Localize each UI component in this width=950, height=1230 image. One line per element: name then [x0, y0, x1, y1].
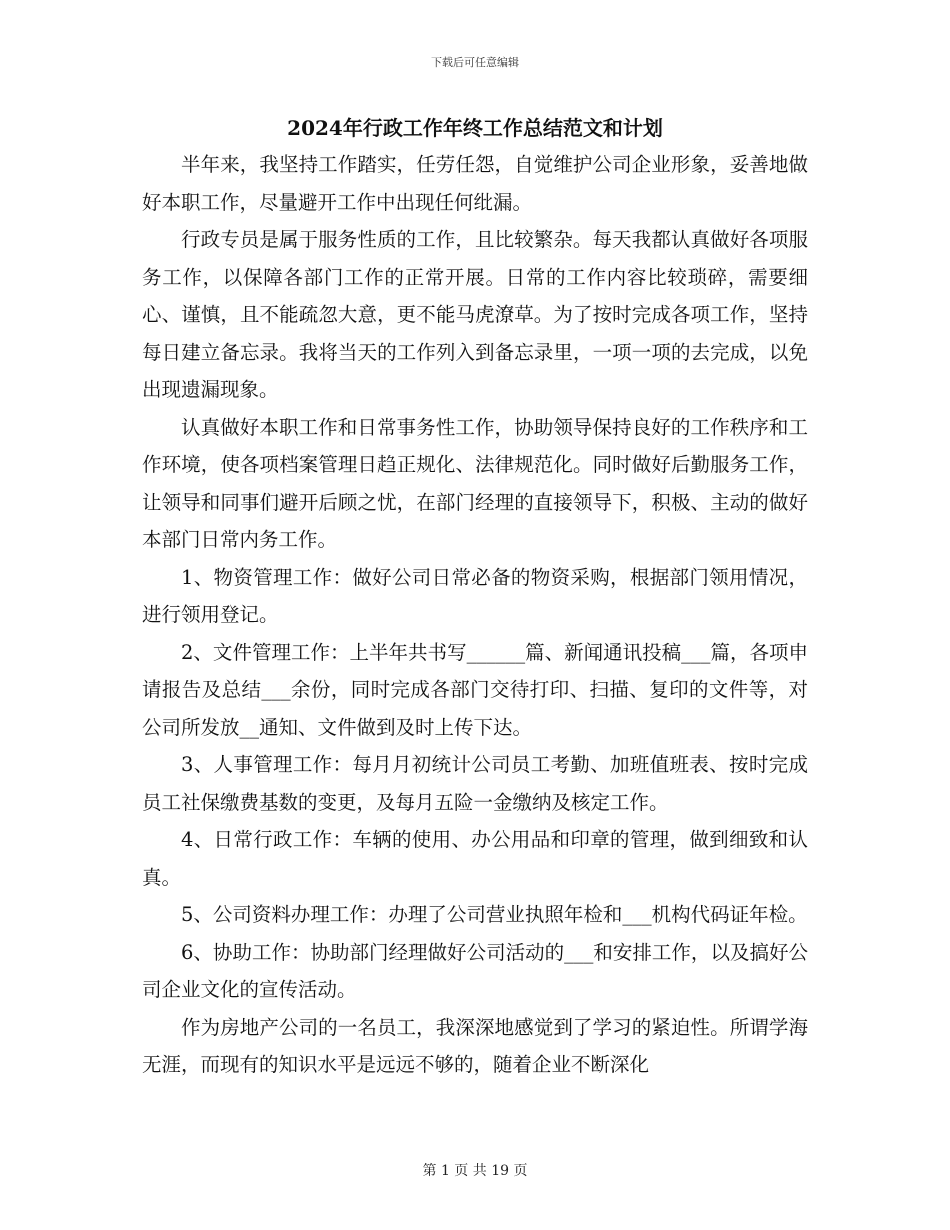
list-item-paragraph: 6、协助工作：协助部门经理做好公司活动的___和安排工作，以及搞好公司企业文化的宣传活动。 [142, 940, 808, 1001]
list-item-paragraph: 5、公司资料办理工作：办理了公司营业执照年检和___机构代码证年检。 [181, 903, 808, 926]
document-body [142, 146, 808, 1084]
page-footer: 第 1 页 共 19 页 [422, 1163, 528, 1179]
paragraph: 认真做好本职工作和日常事务性工作，协助领导保持良好的工作秩序和工作环境，使各项档案管理日趋正规化、法律规范化。同时做好后勤服务工作，让领导和同事们避开后顾之忧，在部门经理的直接领导下，积极、主动的做好本部门日常内务工作。 [142, 415, 808, 551]
list-item-paragraph: 3、人事管理工作：每月月初统计公司员工考勤、加班值班表、按时完成员工社保缴费基数的变更，及每月五险一金缴纳及核定工作。 [142, 753, 808, 814]
paragraph: 行政专员是属于服务性质的工作，且比较繁杂。每天我都认真做好各项服务工作，以保障各部门工作的正常开展。日常的工作内容比较琐碎，需要细心、谨慎，且不能疏忽大意，更不能马虎潦草。为了按时完成各项工作，坚持每日建立备忘录。我将当天的工作列入到备忘录里，一项一项的去完成，以免出现遗漏现象。 [142, 228, 808, 401]
paragraph: 作为房地产公司的一名员工，我深深地感觉到了学习的紧迫性。所谓学海无涯，而现有的知识水平是远远不够的，随着企业不断深化 [142, 1015, 808, 1076]
paragraph: 半年来，我坚持工作踏实，任劳任怨，自觉维护公司企业形象，妥善地做好本职工作，尽量避开工作中出现任何纰漏。 [142, 153, 808, 214]
list-item-paragraph: 2、文件管理工作：上半年共书写______篇、新闻通讯投稿___篇，各项申请报告及总结___余份，同时完成各部门交待打印、扫描、复印的文件等，对公司所发放__通知、文件做到及时上传下达。 [142, 640, 808, 739]
header-note: 下载后可任意编辑 [431, 56, 519, 69]
list-item-paragraph: 1、物资管理工作：做好公司日常必备的物资采购，根据部门领用情况，进行领用登记。 [142, 565, 808, 626]
document-title: 2024年行政工作年终工作总结范文和计划 [287, 116, 663, 140]
list-item-paragraph: 4、日常行政工作：车辆的使用、办公用品和印章的管理，做到细致和认真。 [142, 828, 808, 889]
